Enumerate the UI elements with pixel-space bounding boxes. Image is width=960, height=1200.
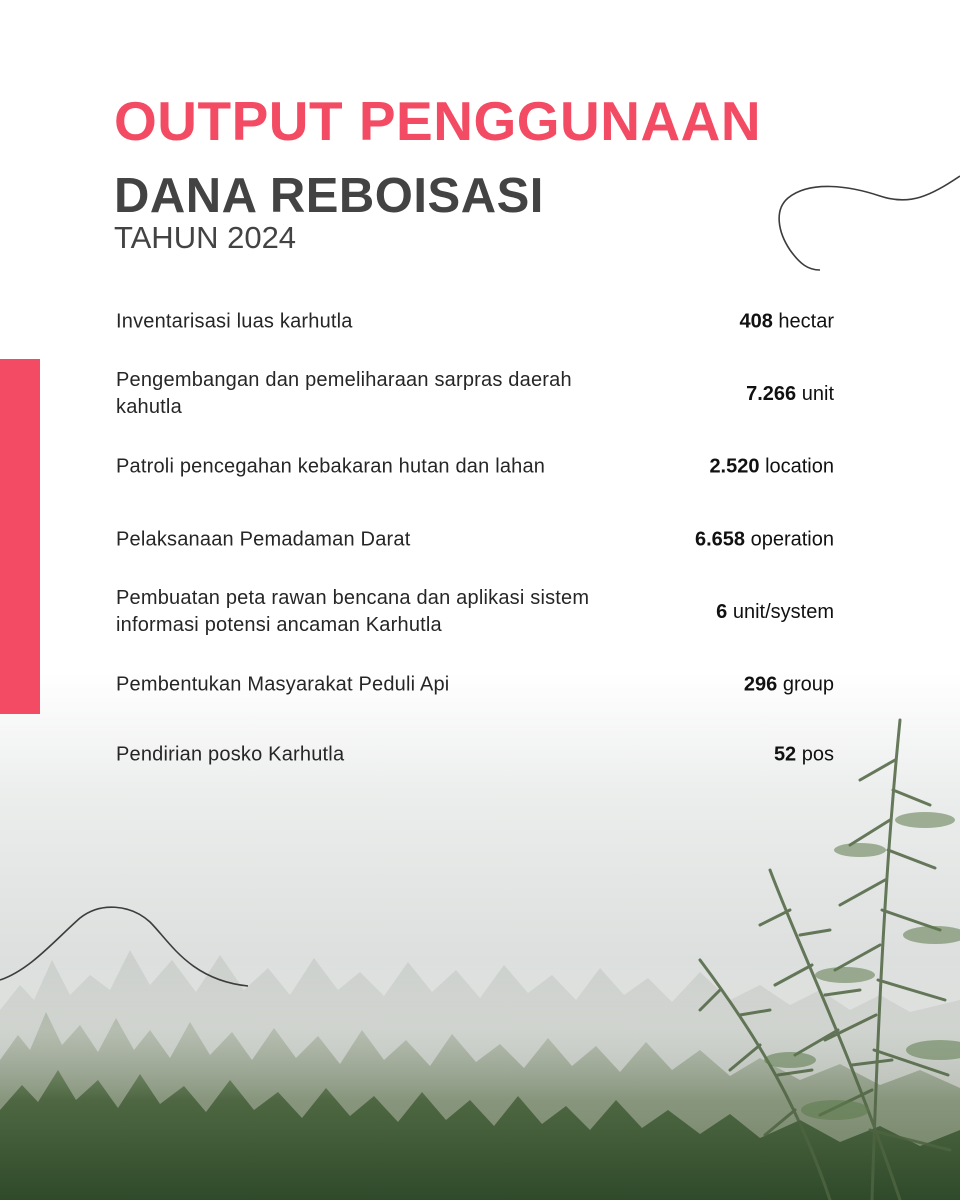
item-label: Pelaksanaan Pemadaman Darat	[116, 528, 411, 551]
item-unit: unit	[801, 382, 834, 405]
item-number: 7.266	[746, 382, 797, 405]
item-label: Inventarisasi luas karhutla	[116, 310, 353, 333]
list-item	[116, 309, 834, 336]
list-item	[116, 742, 834, 769]
decorative-curve-top-right	[770, 170, 960, 280]
item-number: 6	[716, 600, 728, 623]
item-label: Pembuatan peta rawan bencana dan aplikasi sistem informasi potensi ancaman Karhutla	[116, 587, 590, 636]
item-label: Pendirian posko Karhutla	[116, 743, 345, 766]
item-value	[774, 742, 834, 769]
item-label: Pembentukan Masyarakat Peduli Api	[116, 673, 450, 696]
item-unit: pos	[801, 743, 834, 766]
item-unit: group	[782, 673, 834, 696]
item-number: 408	[739, 310, 773, 333]
title-year: TAHUN 2024	[114, 220, 297, 255]
item-unit: operation	[750, 528, 834, 551]
item-unit: hectar	[778, 310, 834, 333]
item-number: 296	[743, 673, 778, 696]
list-item	[116, 527, 834, 554]
item-value	[744, 672, 834, 699]
list-item	[116, 454, 834, 481]
accent-bar	[0, 359, 40, 714]
item-number: 6.658	[694, 528, 746, 551]
item-number: 2.520	[709, 455, 760, 478]
item-value	[709, 454, 834, 481]
list-item	[116, 672, 834, 699]
title-line-1: OUTPUT PENGGUNAAN	[114, 90, 762, 152]
item-value	[695, 527, 834, 554]
item-value	[746, 381, 834, 408]
item-number: 52	[773, 743, 797, 766]
item-label: Pengembangan dan pemeliharaan sarpras daerah kahutla	[116, 369, 572, 418]
item-value	[716, 599, 834, 626]
list-item	[116, 585, 834, 639]
item-unit: unit/system	[732, 600, 834, 623]
item-value	[739, 309, 834, 336]
decorative-curve-bottom-left	[0, 900, 260, 1000]
item-unit: location	[765, 455, 834, 478]
list-item	[116, 367, 834, 421]
item-label: Patroli pencegahan kebakaran hutan dan lahan	[116, 455, 546, 478]
title-line-2: DANA REBOISASI	[114, 169, 544, 223]
